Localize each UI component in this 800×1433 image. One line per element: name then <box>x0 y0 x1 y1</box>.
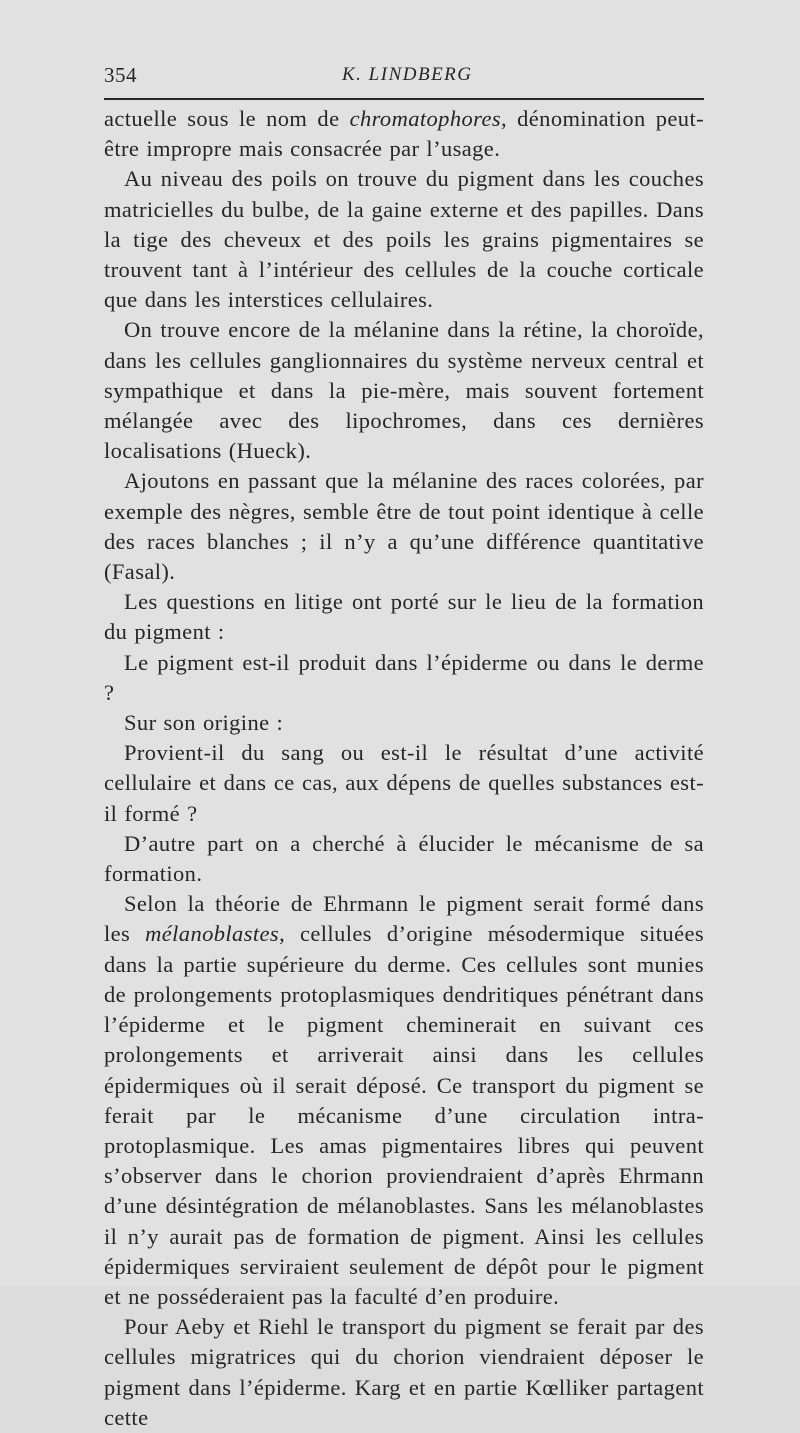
paragraph-8: Provient-il du sang ou est-il le résultat d’une activité cellulaire et dans ce cas, aux dépens de quelles substances est-il formé ? <box>104 740 704 826</box>
term-chromatophores: chromatophores <box>349 106 501 131</box>
paragraph-3: On trouve encore de la mélanine dans la rétine, la choroïde, dans les cellules ganglionnaires du système nerveux central et sympathique et dans la pie-mère, mais souvent fortement mélangée avec des lipochromes, dans ces dernières localisations (Hueck). <box>104 317 704 464</box>
paragraph-9: D’autre part on a cherché à élucider le mécanisme de sa formation. <box>104 830 704 887</box>
paragraph-6: Le pigment est-il produit dans l’épiderme ou dans le derme ? <box>104 649 704 705</box>
paragraph-5: Les questions en litige ont porté sur le lieu de la formation du pigment : <box>104 589 704 645</box>
page-number: 354 <box>104 63 137 87</box>
body-text <box>104 104 704 1433</box>
paragraph-7: Sur son origine : <box>124 710 284 736</box>
paragraph-11: Pour Aeby et Riehl le transport du pigment se ferait par des cellules migratrices qui du chorion viendraient déposer le pigment dans l’épiderme. Karg et en partie Kœlliker partagent cette <box>104 1314 704 1430</box>
header-rule <box>104 98 704 100</box>
page-header <box>104 63 704 91</box>
paragraph-10: Selon la théorie de Ehrmann le pigment serait formé dans les mélanoblastes, cellules d’origine mésodermique situées dans la partie supérieure du derme. Ces cellules sont munies de prolongements protoplasmiques dendritiques pénétrant dans l’épiderme et le pigment cheminerait en suivant ces prolongements et arriverait ainsi dans les cellules épidermiques où il serait déposé. Ce transport du pigment se ferait par le mécanisme d’une circulation intra-protoplasmique. Les amas pigmentaires libres qui peuvent s’observer dans le chorion proviendraient d’après Ehrmann d’une désintégration de mélanoblastes. Sans les mélanoblastes il n’y aurait pas de formation de pigment. Ainsi les cellules épidermiques serviraient seulement de dépôt pour le pigment et ne posséderaient pas la faculté d’en produire. <box>104 891 704 1309</box>
paragraph-1: actuelle sous le nom de chromatophores, dénomination peut-être impropre mais consacrée par l’usage. <box>104 106 704 162</box>
paragraph-4: Ajoutons en passant que la mélanine des races colorées, par exemple des nègres, semble être de tout point identique à celle des races blanches ; il n’y a qu’une différence quantitative (Fasal). <box>104 468 704 585</box>
paragraph-2: Au niveau des poils on trouve du pigment dans les couches matricielles du bulbe, de la gaine externe et des papilles. Dans la tige des cheveux et des poils les grains pigmentaires se trouvent tant à l’intérieur des cellules de la couche corticale que dans les interstices cellulaires. <box>104 166 704 313</box>
term-melanoblastes: mélanoblastes <box>145 921 280 947</box>
running-head: K. LINDBERG <box>342 64 473 85</box>
